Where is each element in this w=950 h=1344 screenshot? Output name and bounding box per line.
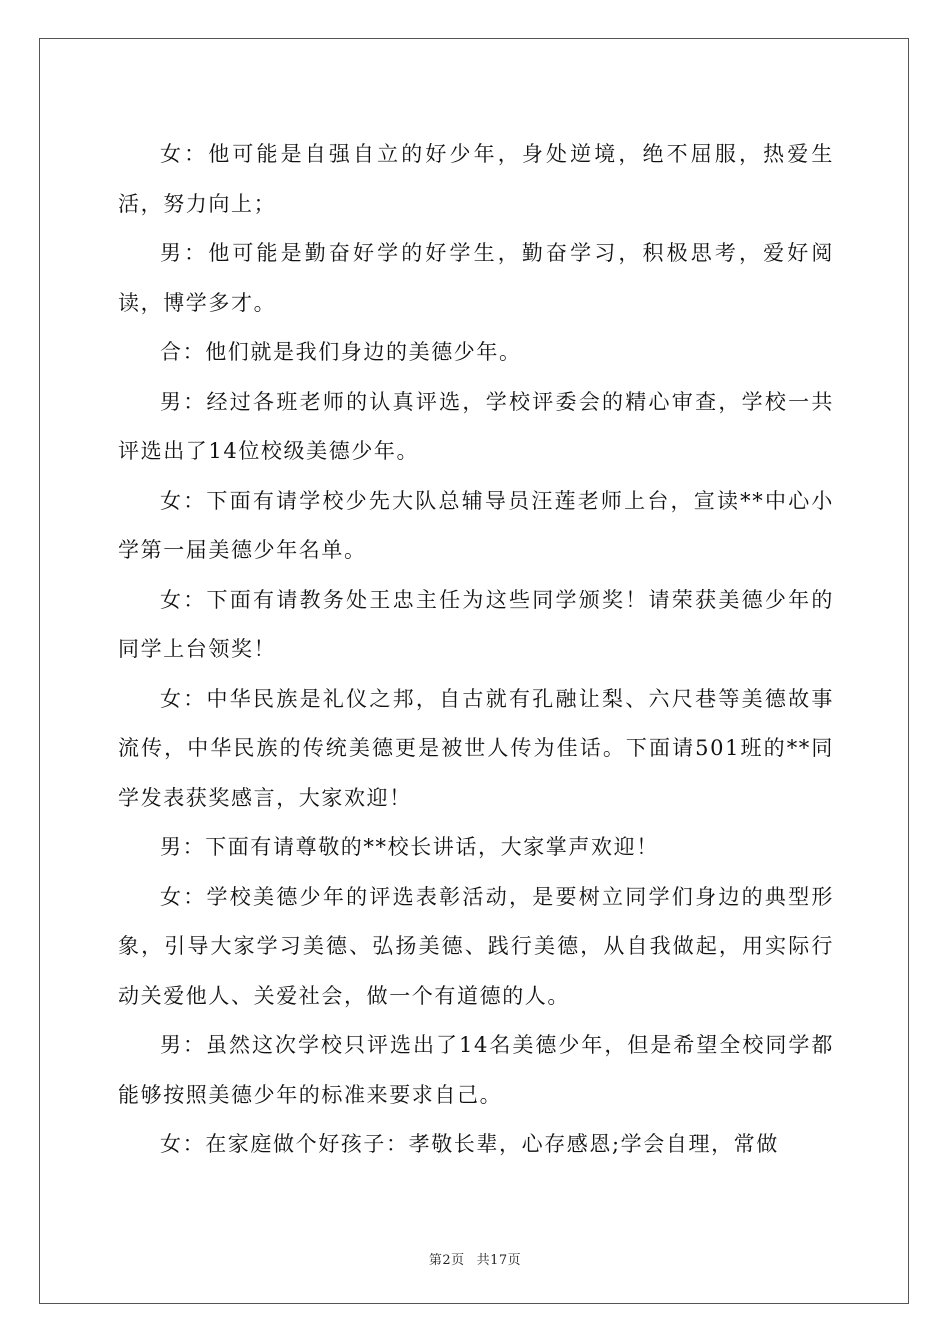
paragraph: 男：他可能是勤奋好学的好学生，勤奋学习，积极思考，爱好阅读，博学多才。 (118, 241, 834, 315)
paragraph: 女：下面有请教务处王忠主任为这些同学颁奖！请荣获美德少年的同学上台领奖！ (118, 587, 834, 661)
page-total: 共17页 (476, 1253, 522, 1268)
paragraph: 女：中华民族是礼仪之邦，自古就有孔融让梨、六尺巷等美德故事流传，中华民族的传统美德更是被世人传为佳话。下面请501班的**同学发表获奖感言，大家欢迎！ (118, 686, 834, 810)
document-body (118, 130, 834, 1170)
page-footer (0, 1249, 950, 1268)
paragraph: 男：下面有请尊敬的**校长讲话，大家掌声欢迎！ (160, 835, 659, 859)
paragraph: 合：他们就是我们身边的美德少年。 (160, 340, 522, 364)
paragraph: 男：经过各班老师的认真评选，学校评委会的精心审查，学校一共评选出了14位校级美德少年。 (118, 389, 834, 463)
paragraph: 女：在家庭做个好孩子：孝敬长辈，心存感恩;学会自理，常做 (160, 1132, 779, 1156)
paragraph: 女：下面有请学校少先大队总辅导员汪莲老师上台，宣读**中心小学第一届美德少年名单。 (118, 488, 834, 562)
paragraph: 女：他可能是自强自立的好少年，身处逆境，绝不屈服，热爱生活，努力向上； (118, 142, 834, 216)
paragraph: 女：学校美德少年的评选表彰活动，是要树立同学们身边的典型形象，引导大家学习美德、弘扬美德、践行美德，从自我做起，用实际行动关爱他人、关爱社会，做一个有道德的人。 (118, 884, 834, 1008)
page-number: 第2页 (428, 1253, 465, 1268)
paragraph: 男：虽然这次学校只评选出了14名美德少年，但是希望全校同学都能够按照美德少年的标准来要求自己。 (118, 1033, 834, 1107)
